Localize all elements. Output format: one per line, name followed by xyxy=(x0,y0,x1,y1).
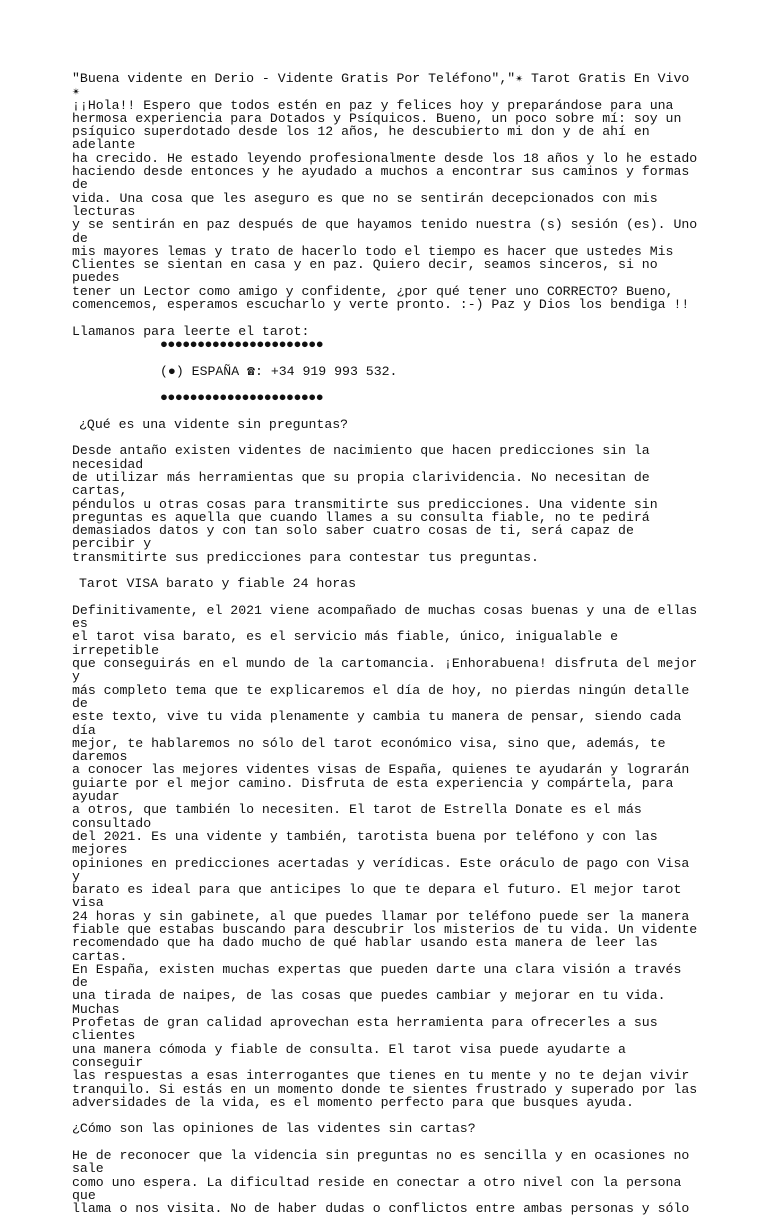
call-label: Llamanos para leerte el tarot: xyxy=(72,323,310,339)
section-body-vidente-sin-preguntas: Desde antaño existen videntes de nacimiento que hacen predicciones sin la necesidad de utilizar más herramientas que su propia clarividencia. No necesitan de cartas, péndulos u otras cosas para transmitirte sus predicciones. Una vidente sin preguntas es aquella que cuando llames a su consulta fiable, no te pedirá demasiados datos y con tan solo saber cuatro cosas de ti, será capaz de percibir y transmitirte sus predicciones para contestar tus preguntas. xyxy=(72,443,658,565)
document-page xyxy=(72,72,700,1216)
section-heading-tarot-visa: Tarot VISA barato y fiable 24 horas xyxy=(79,576,356,592)
intro-paragraph: "Buena vidente en Derio - Vidente Gratis Por Teléfono","✴ Tarot Gratis En Vivo ✴ ¡¡Hola!! Espero que todos estén en paz y felices hoy y preparándose para una hermosa experiencia para Dotados y Psíquicos. Bueno, un poco sobre mí: soy un psíquico superdotado desde los 12 años, he descubierto mi don y de ahí en adelante ha crecido. He estado leyendo profesionalmente desde los 18 años y lo he estado haciendo desde entonces y he ayudado a muchos a encontrar sus caminos y formas de vida. Una cosa que les aseguro es que no se sentirán decepcionados con mis lecturas y se sentirán en paz después de que hayamos tenido nuestra (s) sesión (es). Uno de mis mayores lemas y trato de hacerlo todo el tiempo es hacer que ustedes Mis Clientes se sientan en casa y en paz. Quiero decir, seamos sinceros, si no puedes tener un Lector como amigo y confidente, ¿por qué tener uno CORRECTO? Bueno, comencemos, esperamos escucharlo y verte pronto. :-) Paz y Dios los bendiga !! xyxy=(72,71,698,313)
spacer xyxy=(72,311,700,324)
spacer xyxy=(72,431,700,444)
spacer xyxy=(72,1109,700,1122)
spacer xyxy=(72,1136,700,1149)
section-body-opiniones: He de reconocer que la videncia sin preguntas no es sencilla y en ocasiones no sale como uno espera. La dificultad reside en conectar a otro nivel con la persona que llama o nos visita. No de haber dudas o conflictos entre ambas personas y sólo xyxy=(72,1148,690,1216)
section-body-tarot-visa: Definitivamente, el 2021 viene acompañado de muchas cosas buenas y una de ellas es el tarot visa barato, es el servicio más fiable, único, inigualable e irrepetible que conseguirás en el mundo de la cartomancia. ¡Enhorabuena! disfruta del mejor y más completo tema que te explicaremos el día de hoy, no pierdas ningún detalle de este texto, vive tu vida plenamente y cambia tu manera de pensar, siendo cada día mejor, te hablaremos no sólo del tarot económico visa, sino que, además, te daremos a conocer las mejores videntes visas de España, quienes te ayudarán y lograrán guiarte por el mejor camino. Disfruta de esta experiencia y compártela, para ayudar a otros, que también lo necesiten. El tarot de Estrella Donate es el más consultado del 2021. Es una vidente y también, tarotista buena por teléfono y con las mejores opiniones en predicciones acertadas y verídicas. Este oráculo de pago con Visa y barato es ideal para que anticipes lo que te depara el futuro. El mejor tarot visa 24 horas y sin gabinete, al que puedes llamar por teléfono puede ser la manera fiable que estabas buscando para descubrir los misterios de tu vida. Un vidente recomendado que ha dado mucho de qué hablar usando esta manera de leer las cartas. En España, existen muchas expertas que pueden darte una clara visión a través de una tirada de naipes, de las cosas que puedes cambiar y mejorar en tu vida. Muchas Profetas de gran calidad aprovechan esta herramienta para ofrecerles a sus clientes una manera cómoda y fiable de consulta. El tarot visa puede ayudarte a conseguir las respuestas a esas interrogantes que tienes en tu mente y no te dejan vivir tranquilo. Si estás en un momento donde te sientes frustrado y superado por las adversidades de la vida, es el momento perfecto para que busques ayuda. xyxy=(72,602,698,1110)
spacer xyxy=(72,378,700,391)
spacer xyxy=(72,564,700,577)
spacer xyxy=(72,404,700,417)
bullet-divider-bottom: ●●●●●●●●●●●●●●●●●●●●●● xyxy=(160,390,324,406)
phone-line: (●) ESPAÑA ☎: +34 919 993 532. xyxy=(160,363,398,379)
spacer xyxy=(72,591,700,604)
section-heading-opiniones: ¿Cómo son las opiniones de las videntes sin cartas? xyxy=(72,1121,476,1137)
spacer xyxy=(72,351,700,364)
bullet-divider-top: ●●●●●●●●●●●●●●●●●●●●●● xyxy=(160,336,324,352)
section-heading-vidente-sin-preguntas: ¿Qué es una vidente sin preguntas? xyxy=(79,416,349,432)
